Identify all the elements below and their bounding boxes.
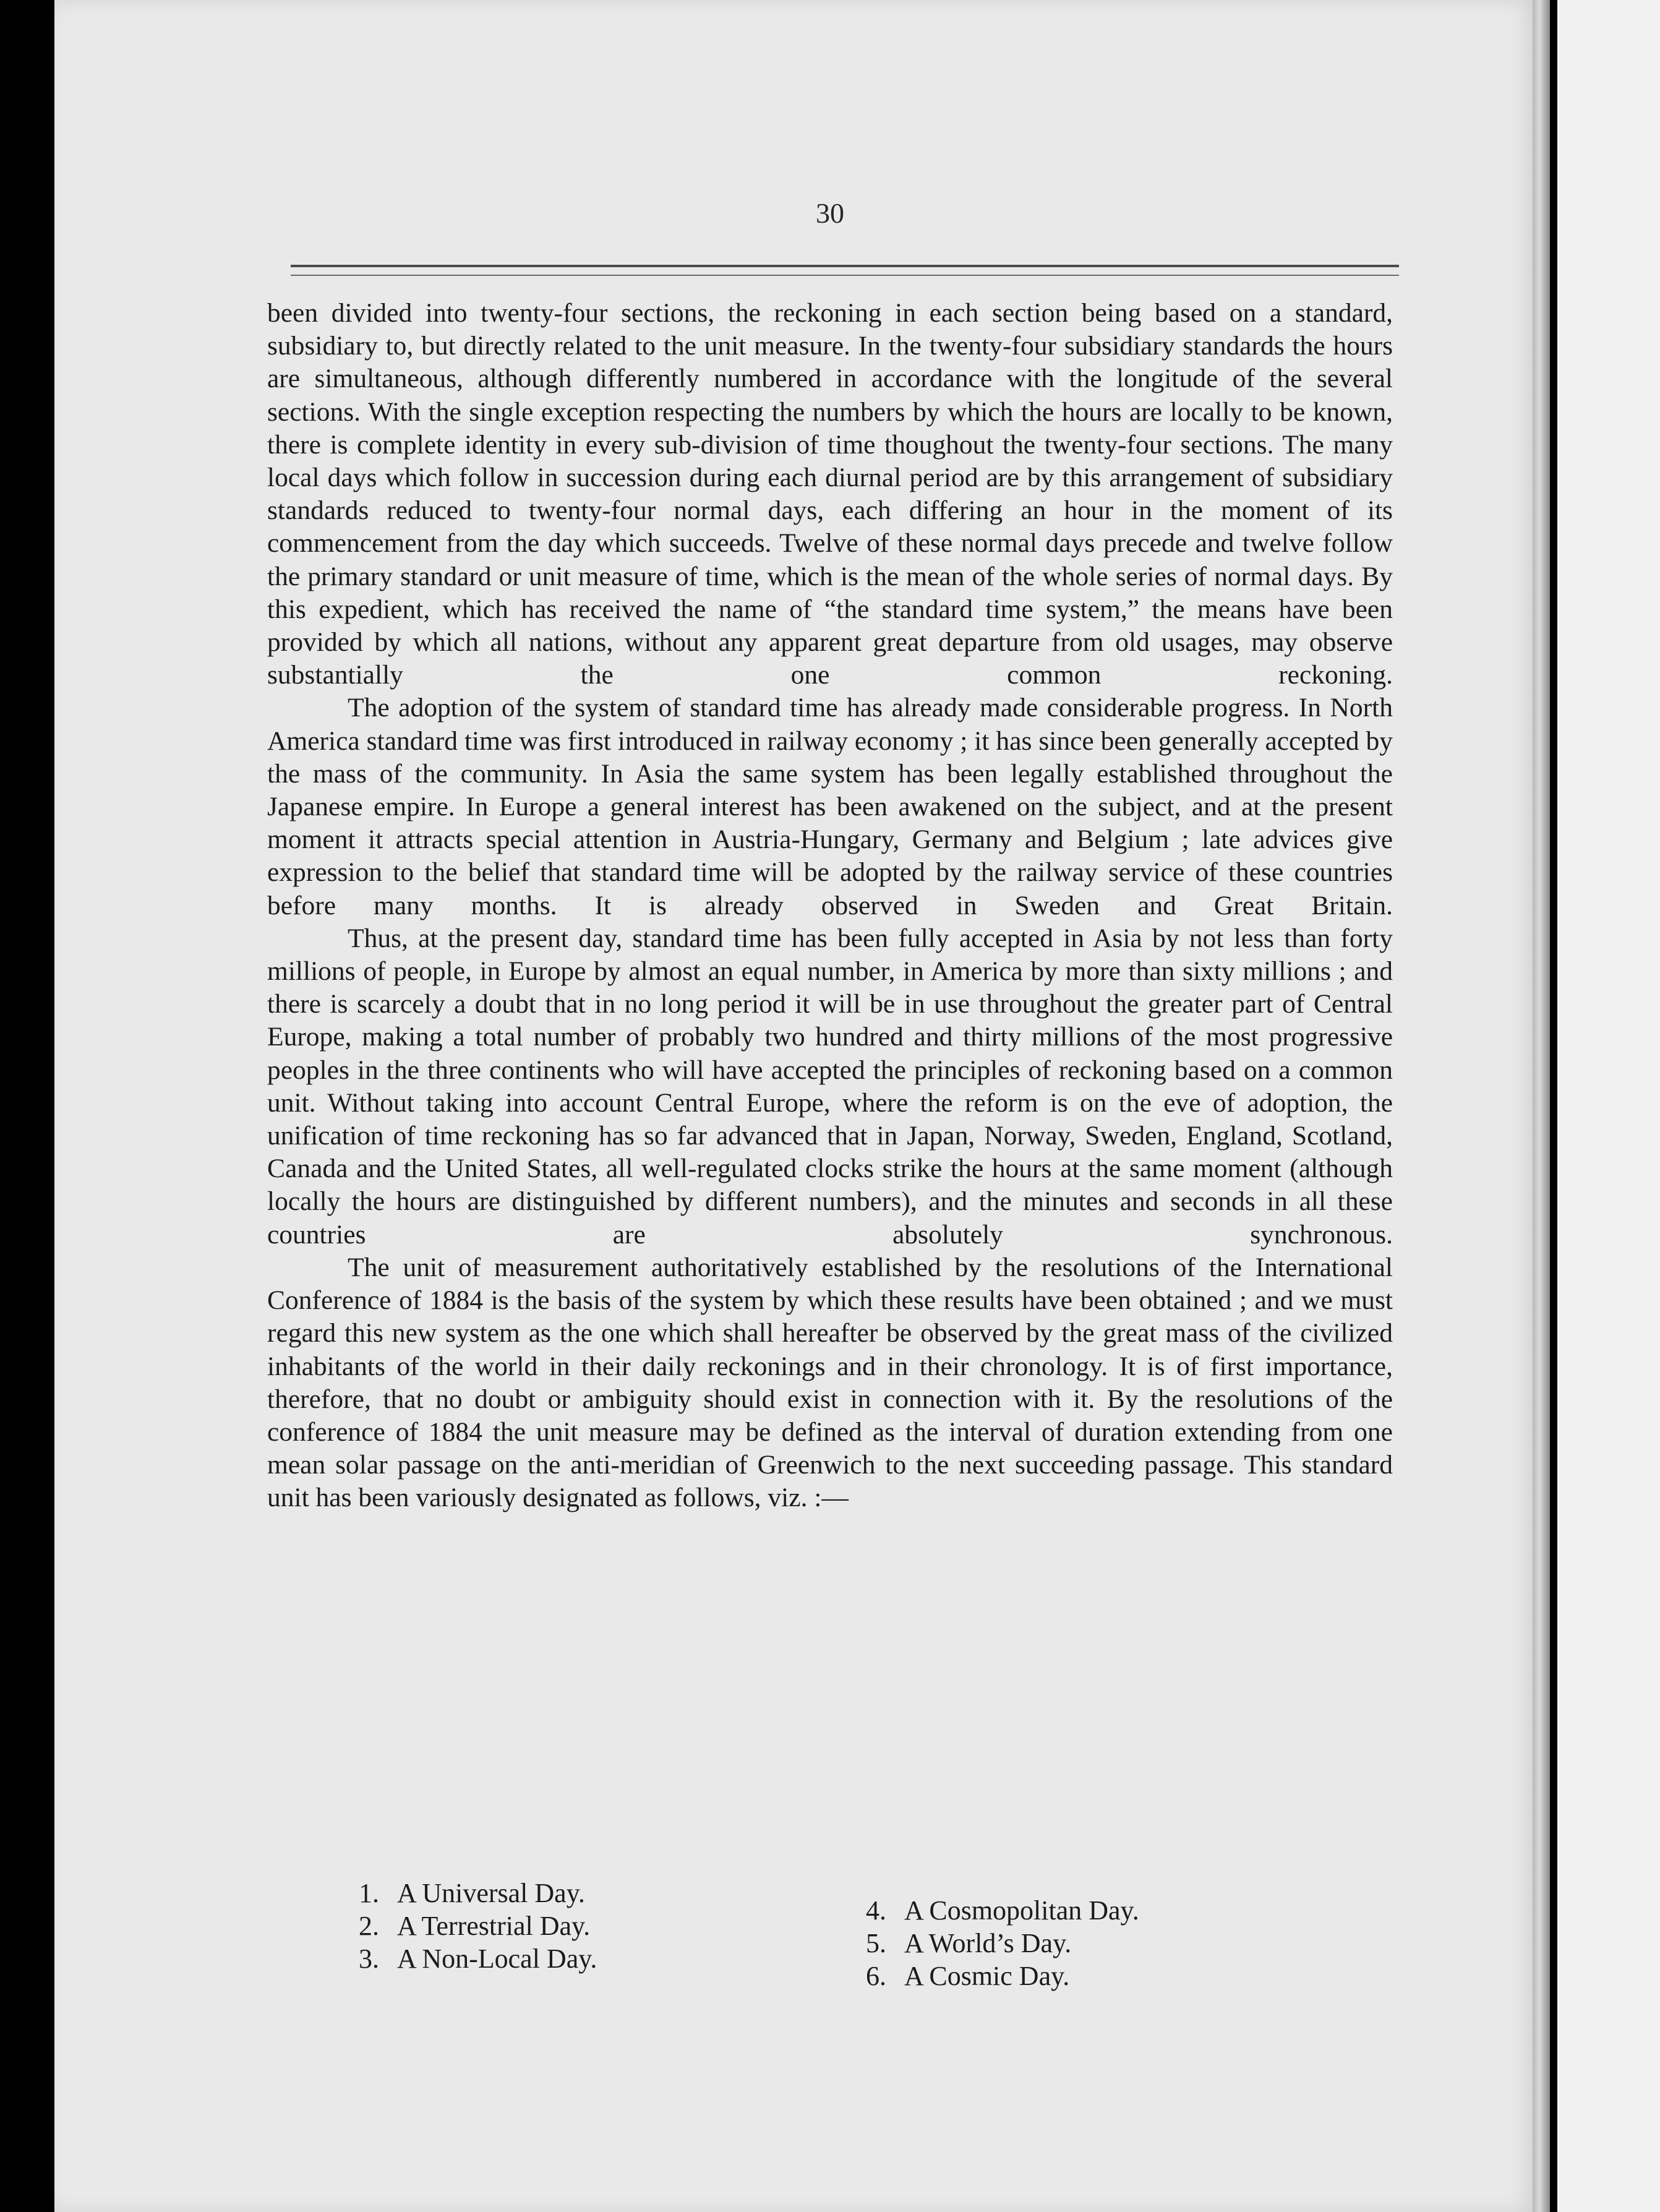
paragraph-2: The adoption of the system of standard time has already made considerable progress. In North America standard time was first introduced in railway economy ; it has since been generally accepted by the mass of the community. In Asia the same system has been legally established throughout the Japanese empire. In Europe a general interest has been awakened on the subject, and at the present moment it attracts special attention in Austria-Hungary, Germany and Belgium ; late advices give expression to the belief that standard time will be adopted by the railway service of these countries before many months. It is already observed in Sweden and Great Britain. <box>267 693 1393 920</box>
designation-label: A World’s Day. <box>904 1928 1072 1959</box>
designation-label: A Cosmopolitan Day. <box>904 1895 1139 1926</box>
designation-item <box>866 1927 1348 1960</box>
page-gutter-edge <box>1533 0 1550 2212</box>
designation-number: 4. <box>866 1895 886 1926</box>
designations-column-right <box>866 1877 1348 1993</box>
designation-item <box>866 1960 1348 1992</box>
designation-label: A Non-Local Day. <box>397 1944 597 1974</box>
paragraph-1: been divided into twenty-four sections, the reckoning in each section being based on a standard, subsidiary to, but directly related to the unit measure. In the twenty-four subsidiary standards the hours are simultaneous, although differently numbered in accordance with the longitude of the several sections. With the single exception respecting the numbers by which the hours are locally to be known, there is complete identity in every sub-division of time thoughout the twenty-four sections. The many local days which follow in succession during each diurnal period are by this arrangement of subsidiary standards reduced to twenty-four normal days, each differing an hour in the moment of its commencement from the day which succeeds. Twelve of these normal days precede and twelve follow the primary standard or unit measure of time, which is the mean of the whole series of normal days. By this expedient, which has received the name of “the standard time system,” the means have been provided by which all nations, without any apparent great departure from old usages, may observe substantially the one common reckoning. <box>267 298 1393 690</box>
designation-number: 5. <box>866 1928 886 1959</box>
designation-label: A Cosmic Day. <box>904 1961 1070 1992</box>
page-number: 30 <box>816 197 844 229</box>
body-text <box>267 297 1393 1515</box>
designation-item <box>359 1942 866 1975</box>
designation-item <box>866 1894 1348 1927</box>
designation-number: 3. <box>359 1944 379 1974</box>
designation-label: A Universal Day. <box>397 1878 585 1908</box>
designation-number: 6. <box>866 1961 886 1992</box>
adjacent-page-strip <box>1557 0 1660 2212</box>
designation-number: 2. <box>359 1911 379 1942</box>
designation-label: A Terrestrial Day. <box>397 1911 591 1942</box>
paragraph-4: The unit of measurement authoritatively established by the resolutions of the International Conference of 1884 is the basis of the system by which these results have been obtained ; and we must regard this new system as the one which shall hereafter be observed by the great mass of the civilized inhabitants of the world in their daily reckonings and in their chronology. It is of first importance, therefore, that no doubt or ambiguity should exist in connection with it. By the resolutions of the conference of 1884 the unit measure may be defined as the interval of duration extending from one mean solar passage on the anti-meridian of Greenwich to the next succeeding passage. This standard unit has been variously designated as follows, viz. :— <box>267 1252 1393 1513</box>
designation-number: 1. <box>359 1878 379 1908</box>
unit-designations-list <box>359 1877 1348 1993</box>
designation-item <box>359 1877 866 1910</box>
designation-item <box>359 1910 866 1942</box>
designations-column-left <box>359 1877 866 1993</box>
paragraph-3: Thus, at the present day, standard time has been fully accepted in Asia by not less than forty millions of people, in Europe by almost an equal number, in America by more than sixty millions ; and there is scarcely a doubt that in no long period it will be in use throughout the greater part of Central Europe, making a total number of probably two hundred and thirty millions of the most progressive peoples in the three continents who will have accepted the principles of reckoning based on a common unit. Without taking into account Central Europe, where the reform is on the eve of adoption, the unification of time reckoning has so far advanced that in Japan, Norway, Sweden, England, Scotland, Canada and the United States, all well-regulated clocks strike the hours at the same moment (although locally the hours are distinguished by different numbers), and the minutes and seconds in all these countries are absolutely synchronous. <box>267 923 1393 1250</box>
header-double-rule <box>291 265 1399 276</box>
